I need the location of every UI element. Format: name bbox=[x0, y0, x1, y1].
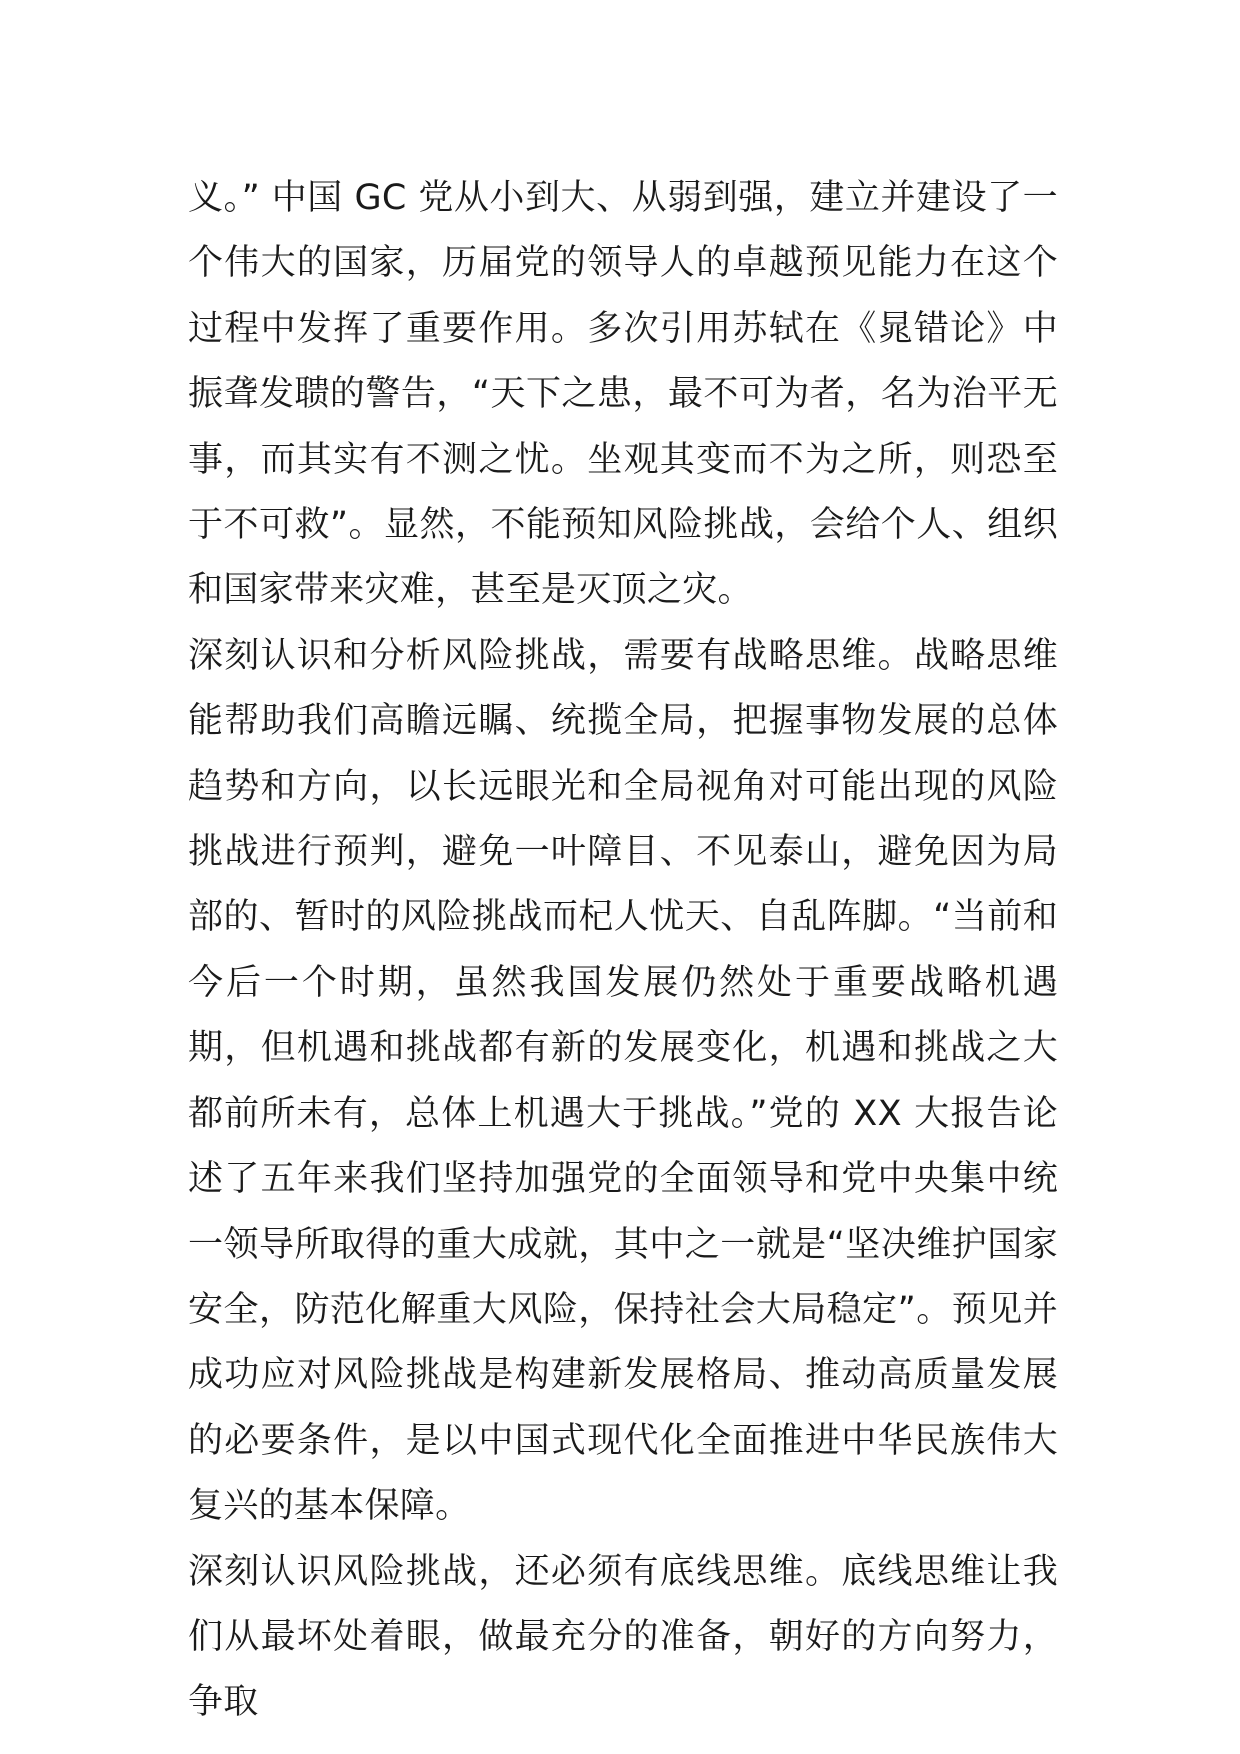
paragraph-foresight-history: 义。” 中国 GC 党从小到大、从弱到强，建立并建设了一个伟大的国家，历届党的领导人的卓越预见能力在这个过程中发挥了重要作用。多次引用苏轼在《晁错论》中振聋发聩的警告，“天下之患，最不可为者，名为治平无事，而其实有不测之忧。坐观其变而不为之所，则恐至于不可救”。显然，不能预知风险挑战，会给个人、组织和国家带来灾难，甚至是灭顶之灾。 bbox=[188, 178, 1058, 611]
paragraph-bottom-line-thinking: 深刻认识风险挑战，还必须有底线思维。底线思维让我们从最坏处着眼，做最充分的准备，朝好的方向努力，争取 bbox=[188, 1551, 1058, 1723]
paragraph-strategic-thinking: 深刻认识和分析风险挑战，需要有战略思维。战略思维能帮助我们高瞻远瞩、统揽全局，把握事物发展的总体趋势和方向，以长远眼光和全局视角对可能出现的风险挑战进行预判，避免一叶障目、不见泰山，避免因为局部的、暂时的风险挑战而杞人忧天、自乱阵脚。“当前和今后一个时期，虽然我国发展仍然处于重要战略机遇期，但机遇和挑战都有新的发展变化，机遇和挑战之大都前所未有，总体上机遇大于挑战。”党的 XX 大报告论述了五年来我们坚持加强党的全面领导和党中央集中统一领导所取得的重大成就，其中之一就是“坚决维护国家安全，防范化解重大风险，保持社会大局稳定”。预见并成功应对风险挑战是构建新发展格局、推动高质量发展的必要条件，是以中国式现代化全面推进中华民族伟大复兴的基本保障。 bbox=[188, 635, 1058, 1527]
document-body bbox=[188, 166, 1058, 1736]
